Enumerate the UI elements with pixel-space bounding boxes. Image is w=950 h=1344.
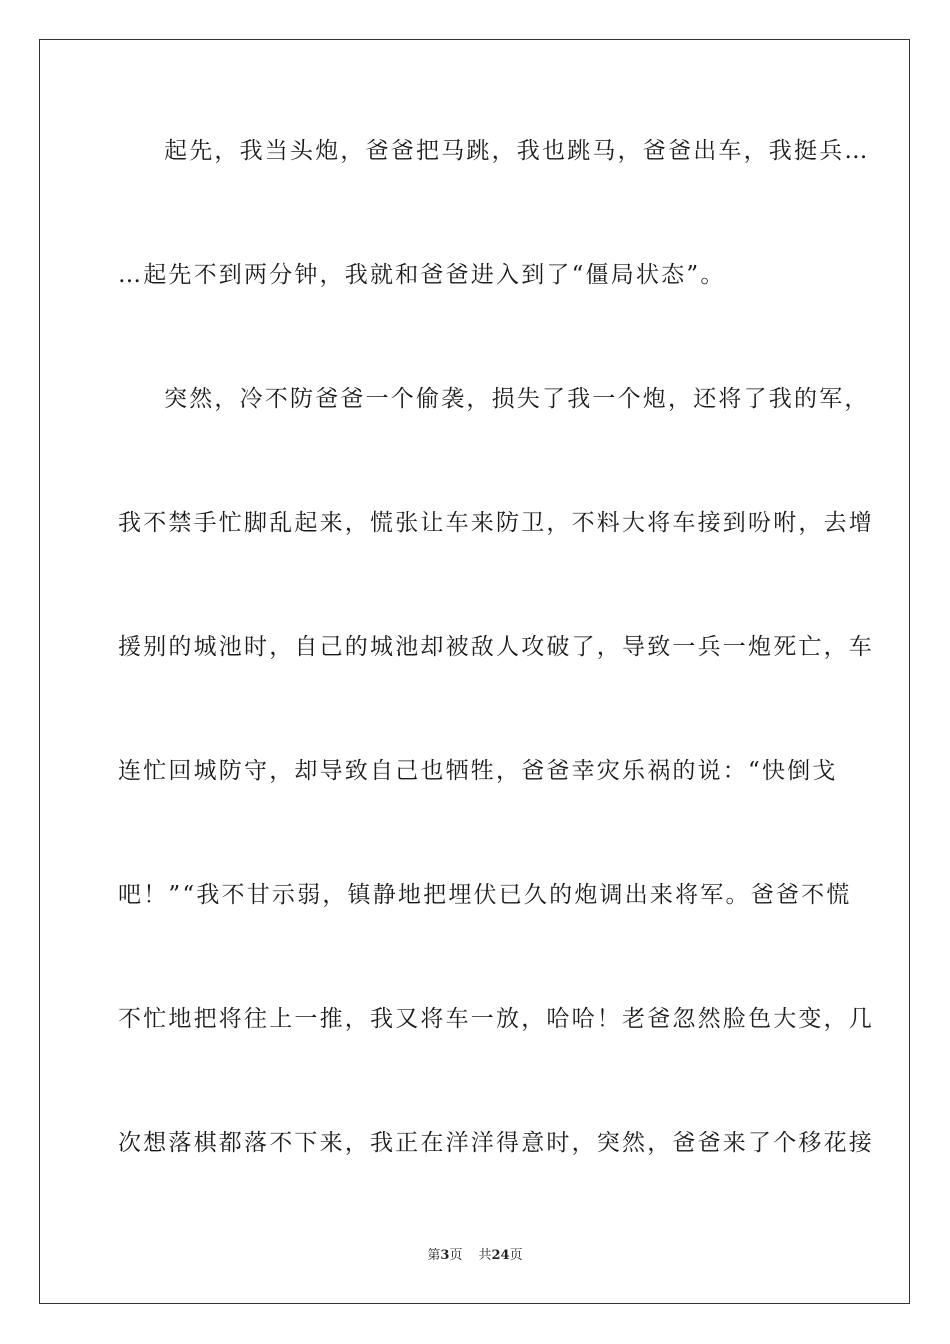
page-frame [39, 39, 910, 1304]
text-line-6: 连忙回城防守，却导致自己也牺牲，爸爸幸灾乐祸的说：“快倒戈 [118, 758, 838, 784]
text-line-5: 援别的城池时，自己的城池却被敌人攻破了，导致一兵一炮死亡，车 [118, 634, 874, 660]
current-page-number: 3 [440, 1248, 450, 1263]
text-line-4: 我不禁手忙脚乱起来，慌张让车来防卫，不料大将车接到吩咐，去增 [118, 510, 874, 536]
text-line-3: 突然，冷不防爸爸一个偷袭，损失了我一个炮，还将了我的军， [164, 386, 870, 412]
text-line-2: …起先不到两分钟，我就和爸爸进入到了“僵局状态”。 [118, 262, 726, 288]
text-line-9: 次想落棋都落不下来，我正在洋洋得意时，突然，爸爸来了个移花接 [118, 1130, 874, 1156]
text-line-8: 不忙地把将往上一推，我又将车一放，哈哈！老爸忽然脸色大变，几 [118, 1006, 874, 1032]
page-footer [0, 1247, 950, 1265]
text-line-1: 起先，我当头炮，爸爸把马跳，我也跳马，爸爸出车，我挺兵… [164, 138, 870, 164]
footer-prefix: 第 [427, 1248, 441, 1263]
total-pages-number: 24 [491, 1248, 510, 1263]
footer-total-prefix: 共 [478, 1248, 492, 1263]
footer-page-suffix: 页 [449, 1248, 463, 1263]
text-line-7: 吧！”“我不甘示弱，镇静地把埋伏已久的炮调出来将军。爸爸不慌 [118, 882, 852, 908]
footer-total-suffix: 页 [509, 1248, 523, 1263]
